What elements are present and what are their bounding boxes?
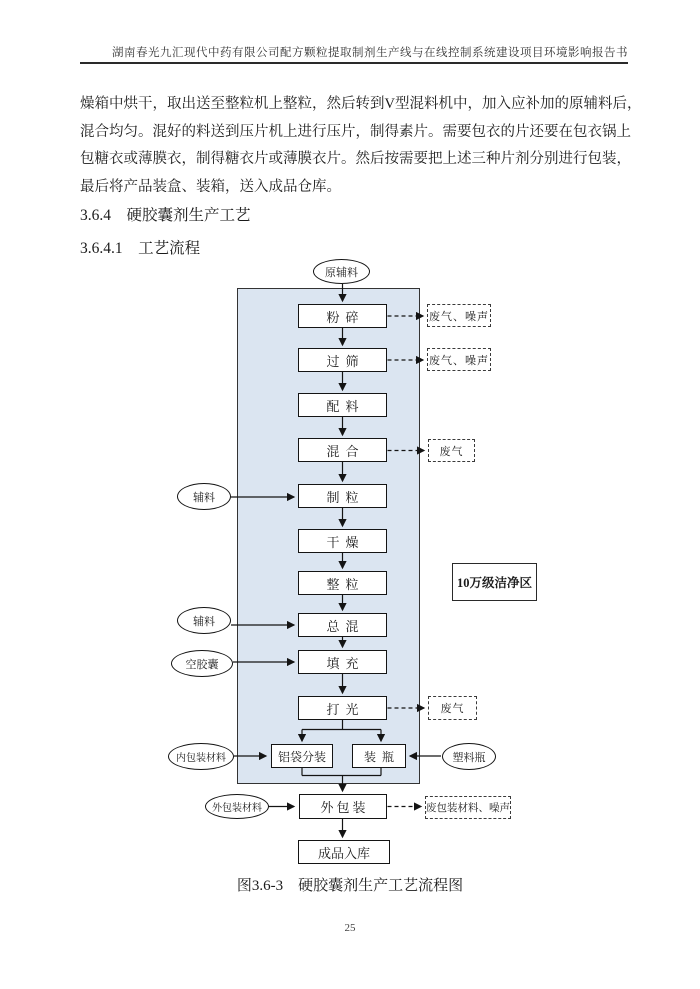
process-box-drying: 干燥 [298, 529, 387, 553]
emission-box-waste-gas-2: 废气 [428, 696, 477, 720]
process-box-outer-packaging: 外包装 [299, 794, 387, 819]
input-oval-inner-packaging-material: 内包装材料 [168, 743, 234, 770]
process-box-warehousing: 成品入库 [298, 840, 390, 864]
process-box-granule-sizing: 整粒 [298, 571, 387, 595]
process-box-bottling: 装瓶 [352, 744, 406, 768]
emission-box-waste-gas-noise-2: 废气、噪声 [427, 348, 491, 371]
process-box-sieving: 过筛 [298, 348, 387, 372]
paragraph-line: 混合均匀。混好的料送到压片机上进行压片，制得素片。需要包衣的片还要在包衣锅上 [80, 123, 631, 140]
input-oval-outer-packaging-material: 外包装材料 [205, 794, 269, 819]
input-oval-empty-capsule: 空胶囊 [171, 650, 233, 677]
process-box-final-blending: 总混 [298, 613, 387, 637]
paragraph-line: 燥箱中烘干，取出送至整粒机上整粒，然后转到V型混料机中，加入应补加的原辅料后， [80, 96, 642, 112]
input-oval-excipient-1: 辅料 [177, 483, 231, 510]
body-paragraph [80, 91, 642, 201]
process-box-crushing: 粉碎 [298, 304, 387, 328]
input-oval-plastic-bottle: 塑料瓶 [442, 743, 496, 770]
paragraph-line: 包糖衣或薄膜衣，制得糖衣片或薄膜衣片。然后按需要把上述三种片剂分别进行包装， [80, 151, 631, 167]
clean-area-label-box: 10万级洁净区 [452, 563, 537, 601]
emission-box-waste-packaging-noise: 废包装材料、噪声 [425, 796, 511, 819]
page-number: 25 [344, 922, 356, 934]
section-heading-364: 3.6.4 硬胶囊剂生产工艺 [80, 207, 251, 224]
process-box-polishing: 打光 [298, 696, 387, 720]
process-box-batching: 配料 [298, 393, 387, 417]
process-box-filling: 填充 [298, 650, 387, 674]
paragraph-line: 最后将产品装盒、装箱，送入成品仓库。 [80, 178, 341, 195]
process-box-mixing: 混合 [298, 438, 387, 462]
start-material-oval: 原辅料 [313, 259, 370, 284]
header-rule [80, 62, 628, 64]
input-oval-excipient-2: 辅料 [177, 607, 231, 634]
process-box-foil-bag-packing: 铝袋分装 [271, 744, 333, 768]
emission-box-waste-gas-1: 废气 [428, 439, 475, 462]
process-box-granulating: 制粒 [298, 484, 387, 508]
section-heading-3641: 3.6.4.1 工艺流程 [80, 240, 201, 257]
figure-caption: 图3.6-3 硬胶囊剂生产工艺流程图 [236, 878, 464, 894]
emission-box-waste-gas-noise-1: 废气、噪声 [427, 304, 491, 327]
page-header-title: 湖南春光九汇现代中药有限公司配方颗粒提取制剂生产线与在线控制系统建设项目环境影响报告书 [112, 47, 628, 59]
